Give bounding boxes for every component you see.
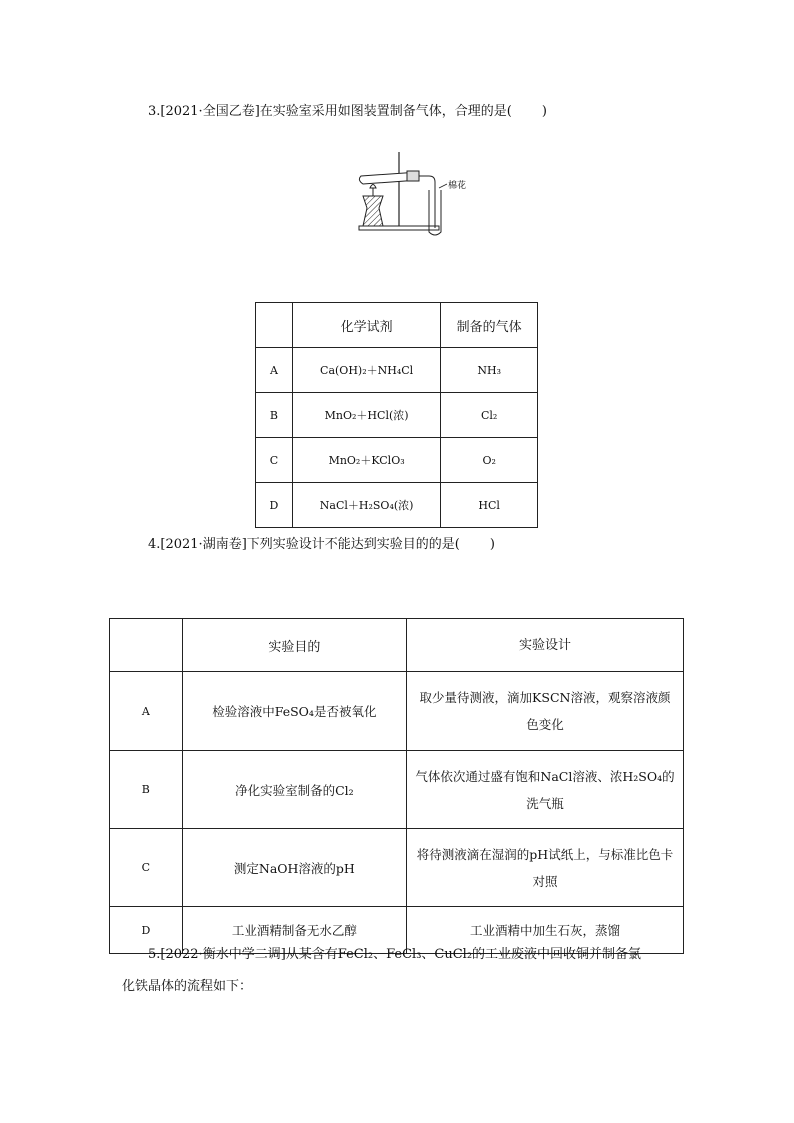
- design-cell: 将待测液滴在湿润的pH试纸上，与标准比色卡对照: [407, 829, 684, 907]
- reagent-cell: Ca(OH)₂＋NH₄Cl: [292, 348, 441, 393]
- header-cell: 实验目的: [182, 619, 406, 672]
- question-5-continuation: 化铁晶体的流程如下：: [122, 979, 253, 994]
- table-header-row: [256, 303, 538, 348]
- table-row: [110, 751, 684, 829]
- purpose-cell: 检验溶液中FeSO₄是否被氧化: [182, 672, 406, 751]
- option-cell: D: [110, 907, 183, 954]
- question-3-text: 3.[2021·全国乙卷]在实验室采用如图装置制备气体，合理的是(: [148, 104, 512, 119]
- table-row: [256, 393, 538, 438]
- gas-cell: O₂: [441, 438, 538, 483]
- design-cell: 气体依次通过盛有饱和NaCl溶液、浓H₂SO₄的洗气瓶: [407, 751, 684, 829]
- question-4-text: 4.[2021·湖南卷]下列实验设计不能达到实验目的的是(: [148, 537, 460, 552]
- table-row: [256, 483, 538, 528]
- option-cell: C: [110, 829, 183, 907]
- reagent-cell: MnO₂＋KClO₃: [292, 438, 441, 483]
- question-5: 5.[2022·衡水中学二调]从某含有FeCl₂、FeCl₃、CuCl₂的工业废液中回收铜并制备氯: [148, 947, 642, 962]
- option-cell: A: [110, 672, 183, 751]
- gas-cell: HCl: [441, 483, 538, 528]
- question-3: [148, 103, 547, 121]
- option-cell: B: [256, 393, 293, 438]
- purpose-cell: 测定NaOH溶液的pH: [182, 829, 406, 907]
- design-cell: 取少量待测液，滴加KSCN溶液，观察溶液颜色变化: [407, 672, 684, 751]
- table-row: [110, 672, 684, 751]
- flame-icon: [370, 185, 376, 189]
- reagent-cell: NaCl＋H₂SO₄(浓): [292, 483, 441, 528]
- question-4-close: ): [489, 537, 495, 552]
- option-cell: A: [256, 348, 293, 393]
- stand-base: [359, 226, 439, 230]
- label-pointer: [439, 184, 447, 188]
- gas-cell: Cl₂: [441, 393, 538, 438]
- header-cell: 制备的气体: [441, 303, 538, 348]
- table-row: [256, 438, 538, 483]
- table-row: [256, 348, 538, 393]
- gas-cell: NH₃: [441, 348, 538, 393]
- header-cell: [110, 619, 183, 672]
- table-header-row: [110, 619, 684, 672]
- reagent-table: [255, 302, 538, 528]
- cotton-label: 棉花: [448, 181, 467, 191]
- design-cell: 工业酒精中加生石灰，蒸馏: [407, 907, 684, 954]
- reagent-cell: MnO₂＋HCl(浓): [292, 393, 441, 438]
- option-cell: D: [256, 483, 293, 528]
- table-row: [110, 829, 684, 907]
- header-cell: 化学试剂: [292, 303, 441, 348]
- experiment-table: [109, 618, 684, 954]
- header-cell: 实验设计: [407, 619, 684, 672]
- option-cell: C: [256, 438, 293, 483]
- question-3-close: ): [541, 104, 547, 119]
- lamp-icon: [363, 196, 383, 226]
- purpose-cell: 净化实验室制备的Cl₂: [182, 751, 406, 829]
- question-4: [148, 536, 495, 554]
- option-cell: B: [110, 751, 183, 829]
- gas-apparatus-figure: [355, 148, 485, 238]
- header-cell: [256, 303, 293, 348]
- delivery-tube: [419, 176, 435, 228]
- stopper: [407, 171, 419, 181]
- purpose-cell: 工业酒精制备无水乙醇: [182, 907, 406, 954]
